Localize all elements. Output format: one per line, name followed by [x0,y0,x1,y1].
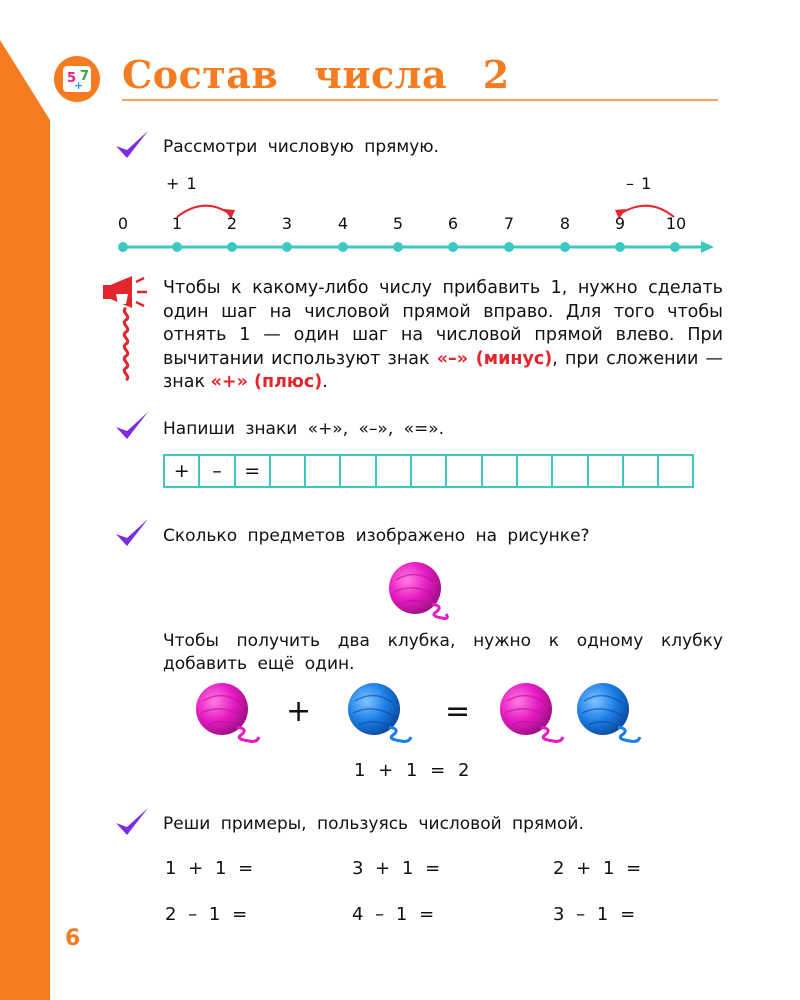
grid-cell[interactable]: – [200,456,235,488]
page-sidebar [0,0,50,1000]
nl-label: 4 [337,214,349,233]
rule-text-2: , при сложении — знак [163,348,723,392]
task1-text: Рассмотри числовую прямую. [163,137,439,157]
yarn-ball-pink-icon [497,681,575,745]
minus-one-label: – 1 [626,174,652,193]
nl-label: 10 [665,214,687,233]
title-underline [122,99,718,101]
task3-text: Сколько предметов изображено на рисунке? [163,526,590,546]
section-badge-icon [53,55,101,103]
task4-text: Реши примеры, пользуясь числовой прямой. [163,814,584,834]
badge-digit-7: 7 [80,69,90,84]
grid-cell[interactable] [412,456,447,488]
nl-label: 3 [281,214,293,233]
checkmark-icon [113,409,151,443]
checkmark-icon [113,128,151,162]
number-line-labels [0,214,800,234]
grid-cell[interactable] [483,456,518,488]
grid-cell[interactable] [589,456,624,488]
nl-label: 1 [171,214,183,233]
page-number: 6 [65,926,81,951]
badge-digit-5: 5 [67,71,77,86]
grid-cell[interactable] [447,456,482,488]
grid-cell[interactable] [377,456,412,488]
example: 2 + 1 = [553,858,642,879]
badge-digit-plus: + [74,79,84,92]
yarn-ball-pink-icon [193,681,271,745]
example: 4 – 1 = [352,904,435,925]
task3-explanation: Чтобы получить два клубка, нужно к одному клубку добавить ещё один. [163,631,723,674]
page-title: Состав числа 2 [122,52,510,97]
example: 2 – 1 = [165,904,248,925]
equals-sign: = [445,694,471,729]
plus-sign-term: «+» (плюс) [210,372,323,392]
nl-label: 0 [117,214,129,233]
grid-cell[interactable] [518,456,553,488]
nl-label: 9 [614,214,626,233]
grid-cell[interactable] [624,456,659,488]
yarn-ball-pink-icon [386,560,464,624]
example: 3 – 1 = [553,904,636,925]
rule-text-1: Чтобы к какому-либо числу прибавить 1, нужно сделать один шаг на числовой прямой вправо. Для того чтобы отнять 1 — один шаг на числовой прямой влево. При вычитании используют знак [163,278,723,369]
nl-label: 8 [559,214,571,233]
writing-grid[interactable] [163,454,694,488]
task2-text: Напиши знаки «+», «–», «=». [163,419,445,439]
megaphone-icon [100,272,152,384]
nl-label: 2 [226,214,238,233]
rule-text-3: . [322,372,328,392]
nl-label: 5 [392,214,404,233]
grid-cell[interactable] [306,456,341,488]
minus-sign-term: «–» (минус) [436,348,553,369]
plus-sign: + [286,694,312,729]
grid-cell[interactable] [553,456,588,488]
grid-cell[interactable] [341,456,376,488]
plus-one-label: + 1 [166,174,197,193]
example: 1 + 1 = [165,858,254,879]
nl-label: 6 [447,214,459,233]
example: 3 + 1 = [352,858,441,879]
checkmark-icon [113,805,151,839]
grid-cell[interactable] [271,456,306,488]
yarn-ball-blue-icon [345,681,423,745]
rule-paragraph [163,277,723,395]
grid-cell[interactable]: + [165,456,200,488]
checkmark-icon [113,516,151,550]
grid-cell[interactable]: = [236,456,271,488]
grid-cell[interactable] [659,456,694,488]
nl-label: 7 [503,214,515,233]
equation: 1 + 1 = 2 [354,760,470,781]
yarn-ball-blue-icon [574,681,652,745]
